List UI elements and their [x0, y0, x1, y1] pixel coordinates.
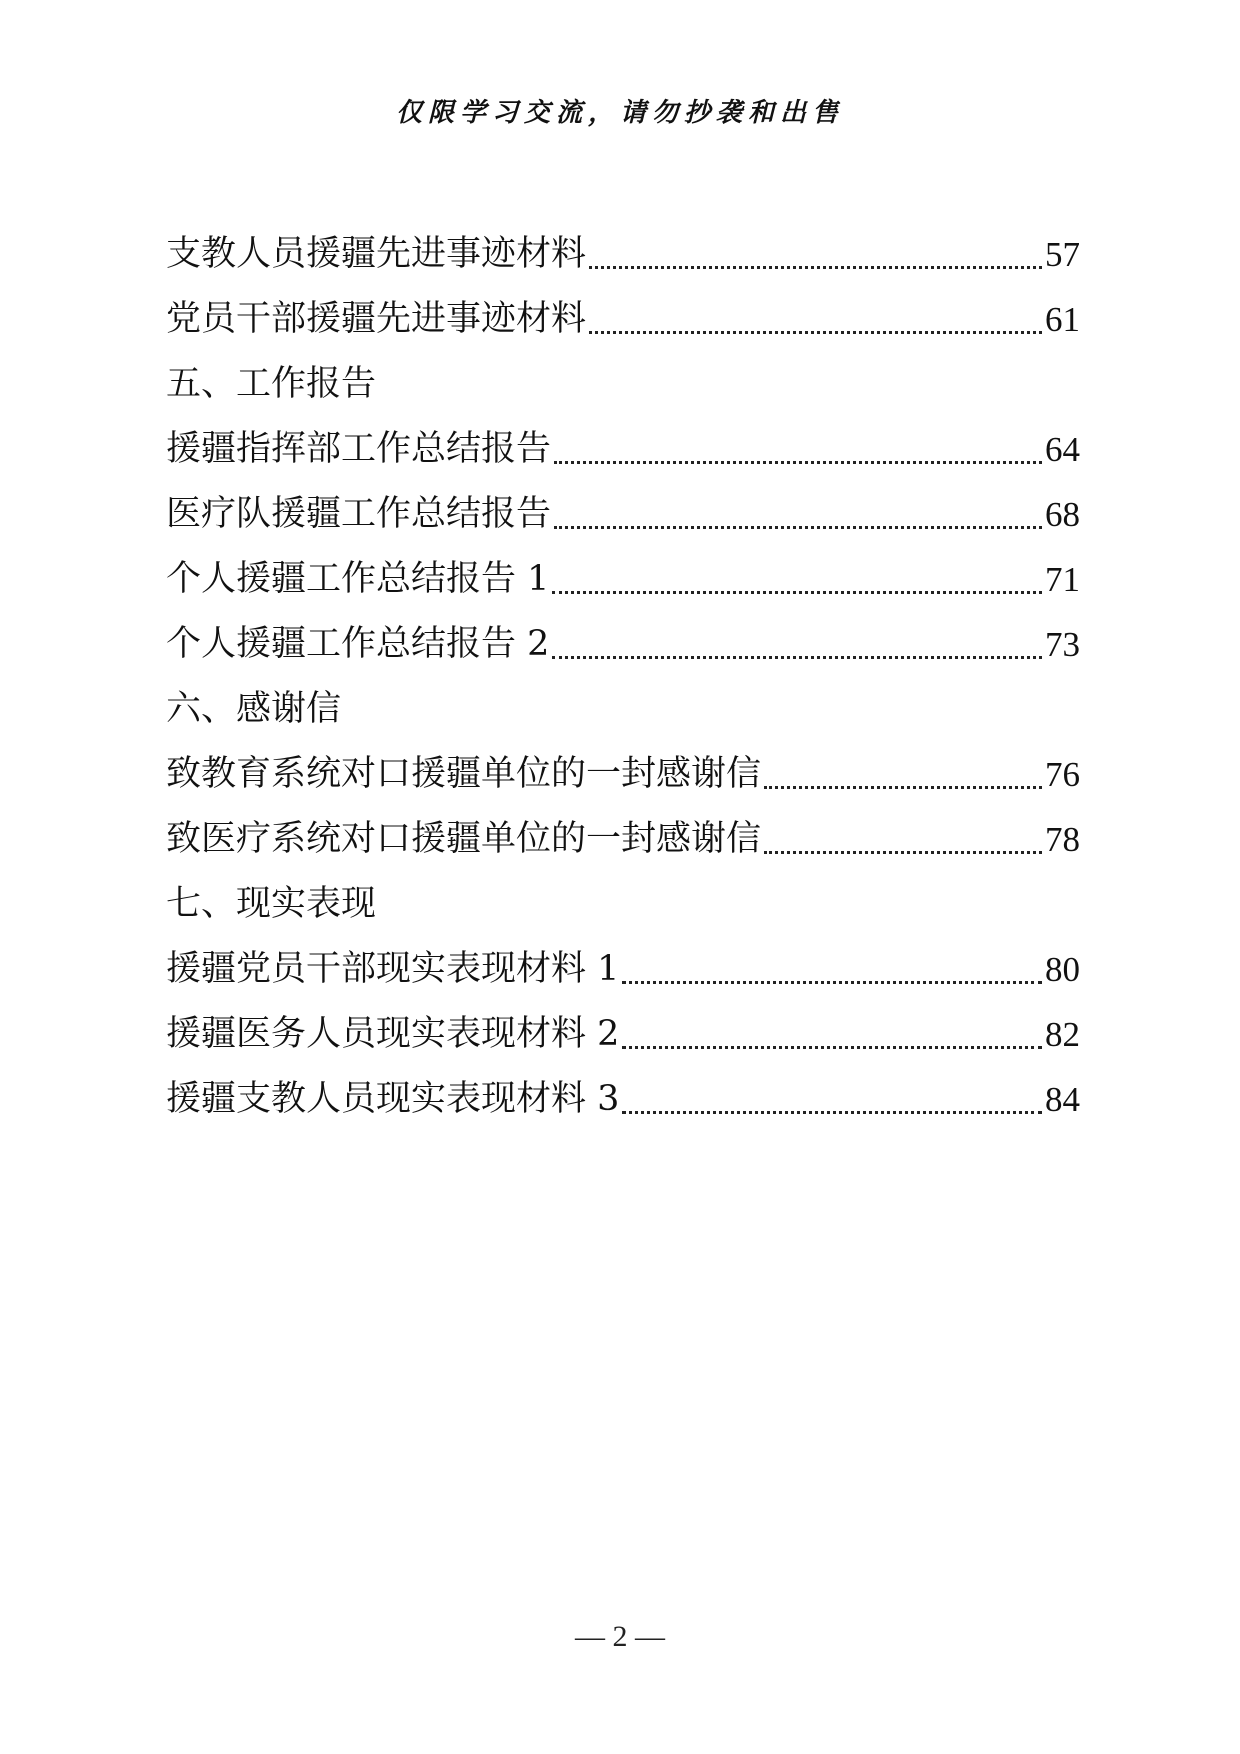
toc-entry-title: 致医疗系统对口援疆单位的一封感谢信 — [166, 819, 762, 859]
toc-dot-leader — [622, 1046, 1042, 1049]
toc-entry-title: 援疆医务人员现实表现材料 2 — [166, 1014, 620, 1054]
toc-entry-page: 80 — [1045, 950, 1080, 989]
toc-section-heading[interactable]: 七、现实表现 — [166, 884, 377, 924]
toc-entry[interactable] — [166, 547, 1080, 612]
page-number: — 2 — — [575, 1620, 665, 1653]
toc-dot-leader — [554, 461, 1042, 464]
toc-entry-page: 68 — [1045, 495, 1080, 534]
toc-dot-leader — [622, 981, 1042, 984]
toc-entry[interactable] — [166, 1002, 1080, 1067]
toc-entry[interactable] — [166, 937, 1080, 1002]
toc-entry-page: 78 — [1045, 820, 1080, 859]
toc-entry-page: 57 — [1045, 235, 1080, 274]
toc-entry-title: 援疆党员干部现实表现材料 1 — [166, 949, 620, 989]
toc-entry[interactable] — [166, 742, 1080, 807]
toc-entry[interactable] — [166, 287, 1080, 352]
toc-entry-title: 个人援疆工作总结报告 1 — [166, 559, 550, 599]
toc-entry-page: 61 — [1045, 300, 1080, 339]
toc-entry-title: 党员干部援疆先进事迹材料 — [166, 299, 587, 339]
toc-entry-page: 76 — [1045, 755, 1080, 794]
toc-entry-title: 支教人员援疆先进事迹材料 — [166, 234, 587, 274]
toc-entry[interactable] — [166, 482, 1080, 547]
toc-dot-leader — [764, 851, 1042, 854]
toc-entry-page: 84 — [1045, 1080, 1080, 1119]
watermark-notice: 仅限学习交流，请勿抄袭和出售 — [395, 98, 844, 128]
toc-entry[interactable] — [166, 1067, 1080, 1132]
toc-dot-leader — [589, 266, 1042, 269]
toc-entry[interactable] — [166, 612, 1080, 677]
toc-entry[interactable] — [166, 222, 1080, 287]
table-of-contents — [166, 222, 1080, 1132]
toc-entry-page: 64 — [1045, 430, 1080, 469]
toc-dot-leader — [622, 1111, 1042, 1114]
toc-dot-leader — [764, 786, 1042, 789]
toc-section-heading[interactable]: 六、感谢信 — [166, 689, 342, 729]
toc-entry-page: 82 — [1045, 1015, 1080, 1054]
toc-dot-leader — [552, 656, 1042, 659]
toc-dot-leader — [554, 526, 1042, 529]
toc-section-heading[interactable]: 五、工作报告 — [166, 364, 377, 404]
toc-entry-page: 73 — [1045, 625, 1080, 664]
toc-entry[interactable] — [166, 417, 1080, 482]
toc-entry-title: 援疆支教人员现实表现材料 3 — [166, 1079, 620, 1119]
toc-entry-title: 致教育系统对口援疆单位的一封感谢信 — [166, 754, 762, 794]
toc-entry-title: 医疗队援疆工作总结报告 — [166, 494, 552, 534]
toc-dot-leader — [589, 331, 1042, 334]
toc-dot-leader — [552, 591, 1042, 594]
toc-entry-title: 援疆指挥部工作总结报告 — [166, 429, 552, 469]
toc-entry-page: 71 — [1045, 560, 1080, 599]
toc-entry[interactable] — [166, 807, 1080, 872]
toc-entry-title: 个人援疆工作总结报告 2 — [166, 624, 550, 664]
